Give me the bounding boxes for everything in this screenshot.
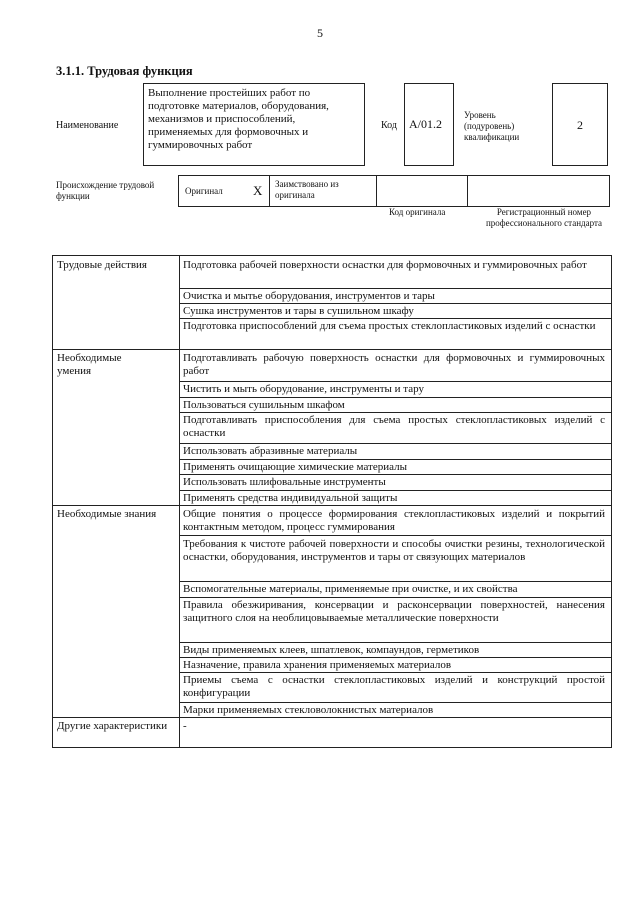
- level-label: Уровень (подуровень) квалификации: [464, 110, 520, 142]
- name-value-box: [143, 83, 365, 166]
- original-label: Оригинал: [185, 186, 223, 196]
- level-value-box: [552, 83, 608, 166]
- origin-label: Происхождение трудовой функции: [56, 180, 155, 201]
- labor-action-item: Подготовка рабочей поверхности оснастки для формовочных и гуммировочных работ: [183, 259, 587, 271]
- knowledge-item: Приемы съема с оснастки стеклопластиковых изделий и конструкций простой конфигурации: [183, 674, 605, 699]
- code-original-caption: Код оригинала: [389, 207, 446, 217]
- section-title: 3.1.1. Трудовая функция: [56, 64, 193, 78]
- code-value: A/01.2: [409, 117, 442, 131]
- knowledge-item: Общие понятия о процессе формирования стеклопластиковых изделий и покрытий контактным методом, процесс гуммирования: [183, 508, 605, 533]
- knowledge-item: Правила обезжиривания, консервации и расконсервации поверхностей, нанесения защитного слоя на необлицовываемые металлические поверхности: [183, 599, 605, 624]
- original-mark: X: [253, 183, 263, 198]
- knowledge-item: Назначение, правила хранения применяемых материалов: [183, 659, 452, 671]
- skill-item: Подготавливать приспособления для съема простых стеклопластиковых изделий с оснастки: [183, 414, 605, 439]
- skill-item: Применять средства индивидуальной защиты: [183, 492, 398, 504]
- name-label: Наименование: [56, 120, 119, 131]
- skills-label: Необходимые умения: [57, 352, 122, 377]
- origin-box: [178, 175, 610, 207]
- labor-action-item: Подготовка приспособлений для съема простых стеклопластиковых изделий с оснастки: [183, 320, 596, 332]
- labor-action-item: Очистка и мытье оборудования, инструментов и тары: [183, 290, 435, 302]
- other-value: -: [183, 720, 187, 732]
- knowledge-item: Марки применяемых стекловолокнистых материалов: [183, 704, 434, 716]
- reg-number-caption: Регистрационный номер профессионального стандарта: [485, 207, 603, 228]
- skill-item: Чистить и мыть оборудование, инструменты и тару: [183, 383, 424, 395]
- labor-action-item: Сушка инструментов и тары в сушильном шкафу: [183, 305, 414, 317]
- name-value: Выполнение простейших работ по подготовке материалов, оборудования, механизмов и приспособлений, применяемых для формовочных и гуммировочных работ: [148, 87, 329, 151]
- page-number: 5: [317, 26, 323, 40]
- skill-item: Использовать шлифовальные инструменты: [183, 476, 386, 488]
- other-label: Другие характеристики: [57, 720, 168, 732]
- knowledge-item: Вспомогательные материалы, применяемые при очистке, и их свойства: [183, 583, 518, 595]
- borrowed-label: Заимствовано из оригинала: [275, 179, 339, 200]
- skill-item: Использовать абразивные материалы: [183, 445, 358, 457]
- skill-item: Применять очищающие химические материалы: [183, 461, 407, 473]
- knowledge-label: Необходимые знания: [57, 508, 157, 520]
- competency-table: [52, 255, 612, 748]
- knowledge-item: Требования к чистоте рабочей поверхности и способы очистки резины, технологической оснастки, оборудования, инструментов и тары от связующих материалов: [183, 538, 605, 563]
- labor-actions-label: Трудовые действия: [57, 259, 147, 271]
- code-label: Код: [381, 120, 397, 131]
- knowledge-item: Виды применяемых клеев, шпатлевок, компаундов, герметиков: [183, 644, 480, 656]
- level-value: 2: [577, 118, 583, 132]
- skill-item: Подготавливать рабочую поверхность оснастки для формовочных и гуммировочных работ: [183, 352, 605, 377]
- skill-item: Пользоваться сушильным шкафом: [183, 399, 345, 411]
- code-value-box: [404, 83, 454, 166]
